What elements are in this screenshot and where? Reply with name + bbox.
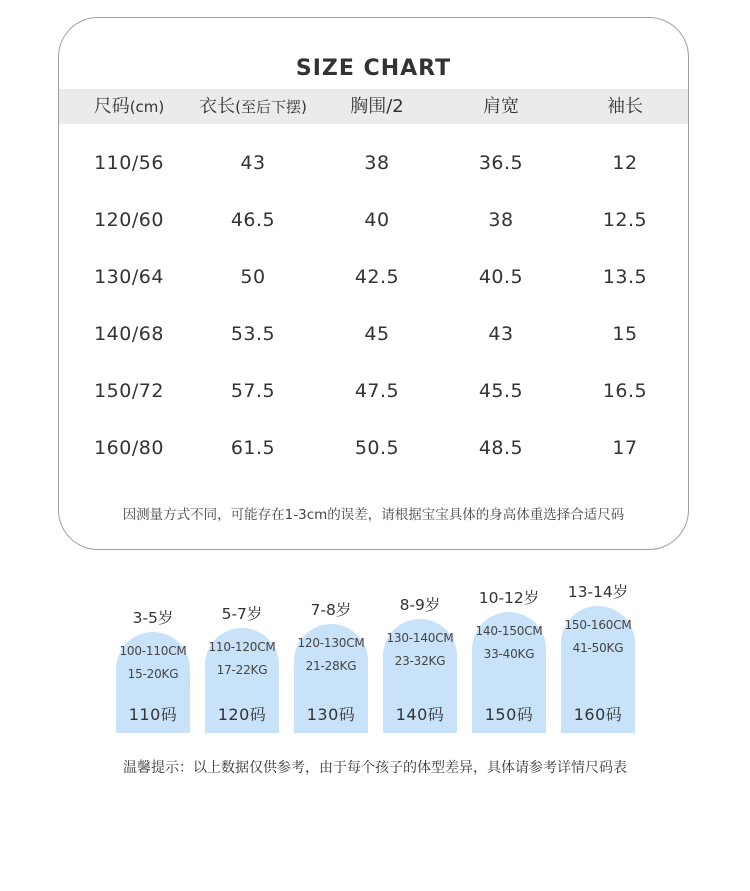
size-pill [116,632,190,733]
header-chest: 胸围/2 [350,96,404,117]
cell-sleeve: 15 [612,323,638,345]
height-range: 120-130CM [297,636,365,650]
header-length: 衣长(至后下摆) [199,96,307,117]
cell-shoulder: 36.5 [478,152,524,174]
tip-text: 温馨提示：以上数据仅供参考，由于每个孩子的体型差异，具体请参考详情尺码表 [123,760,627,776]
cell-size: 130/64 [94,266,164,288]
weight-range: 23-32KG [394,654,446,668]
size-pill [294,624,368,733]
header-shoulder: 肩宽 [483,96,519,117]
height-range: 110-120CM [208,640,276,654]
cell-shoulder: 45.5 [478,380,524,402]
age-column [205,560,279,733]
cell-size: 150/72 [94,380,164,402]
age-column [294,560,368,733]
cell-sleeve: 12.5 [602,209,648,231]
cell-size: 160/80 [94,437,164,459]
cell-shoulder: 40.5 [478,266,524,288]
cell-size: 140/68 [94,323,164,345]
cell-length: 46.5 [230,209,276,231]
height-range: 130-140CM [386,631,454,645]
age-label: 13-14岁 [567,583,629,601]
cell-chest: 40 [364,209,390,231]
age-label: 7-8岁 [310,601,352,619]
cell-sleeve: 17 [612,437,638,459]
cell-chest: 45 [364,323,390,345]
size-code: 120码 [217,705,267,724]
chart-title: SIZE CHART [295,56,452,81]
cell-shoulder: 48.5 [478,437,524,459]
age-label: 5-7岁 [221,605,263,623]
height-range: 140-150CM [475,624,543,638]
header-sleeve: 袖长 [607,96,643,117]
cell-size: 110/56 [94,152,164,174]
cell-chest: 38 [364,152,390,174]
weight-range: 17-22KG [216,663,268,677]
size-code: 150码 [484,705,534,724]
size-code: 130码 [306,705,356,724]
cell-sleeve: 12 [612,152,638,174]
age-column [383,560,457,733]
age-label: 3-5岁 [132,609,174,627]
cell-shoulder: 43 [488,323,514,345]
weight-range: 21-28KG [305,659,357,673]
size-code: 140码 [395,705,445,724]
cell-length: 61.5 [230,437,276,459]
size-pill [561,606,635,733]
cell-size: 120/60 [94,209,164,231]
weight-range: 41-50KG [572,641,624,655]
age-column [472,560,546,733]
weight-range: 33-40KG [483,647,535,661]
age-label: 8-9岁 [399,596,441,614]
age-label: 10-12岁 [478,589,540,607]
cell-length: 50 [240,266,266,288]
cell-length: 57.5 [230,380,276,402]
cell-chest: 50.5 [354,437,400,459]
cell-chest: 47.5 [354,380,400,402]
weight-range: 15-20KG [127,667,179,681]
size-pill [383,619,457,733]
cell-shoulder: 38 [488,209,514,231]
size-pill [205,628,279,733]
cell-sleeve: 13.5 [602,266,648,288]
height-range: 150-160CM [564,618,632,632]
size-code: 160码 [573,705,623,724]
size-code: 110码 [128,705,178,724]
cell-sleeve: 16.5 [602,380,648,402]
cell-length: 43 [240,152,266,174]
size-pill [472,612,546,733]
age-column [116,560,190,733]
header-size: 尺码(cm) [93,96,165,117]
age-column [561,560,635,733]
cell-length: 53.5 [230,323,276,345]
measurement-note: 因测量方式不同，可能存在1-3cm的误差，请根据宝宝具体的身高体重选择合适尺码 [122,507,625,523]
height-range: 100-110CM [119,644,187,658]
cell-chest: 42.5 [354,266,400,288]
